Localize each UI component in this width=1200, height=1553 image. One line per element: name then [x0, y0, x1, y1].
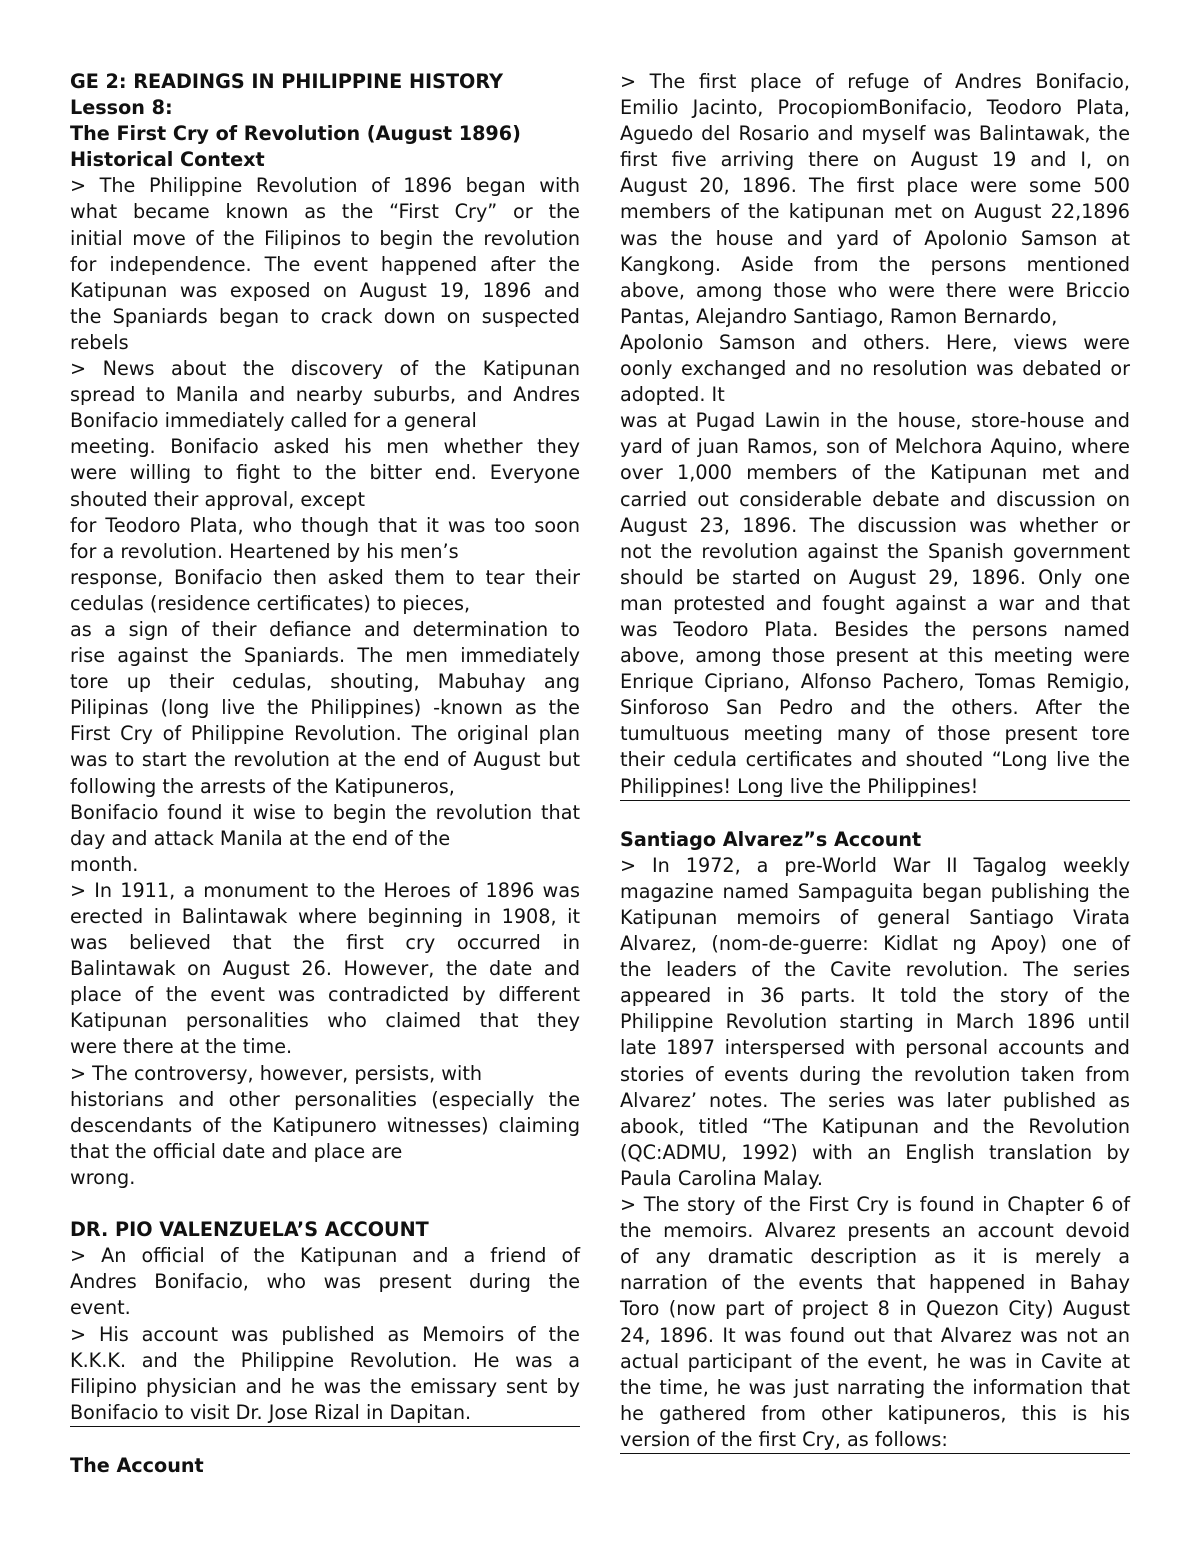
body-text-line: event. — [70, 1296, 131, 1320]
body-text-line: Alvarez, (nom-de-guerre: Kidlat ng Apoy) one of — [620, 932, 1130, 956]
body-text-line: as a sign of their defiance and determination to — [70, 617, 580, 641]
section-heading-valenzuela: DR. PIO VALENZUELA’S ACCOUNT — [70, 1218, 429, 1242]
body-text-line: were there at the time. — [70, 1035, 293, 1059]
body-text-line: rebels — [70, 330, 129, 354]
body-text-line: shouted their approval, except — [70, 487, 365, 511]
spacer — [70, 1191, 580, 1217]
body-text-line: Toro (now part of project 8 in Quezon City) August — [620, 1297, 1130, 1321]
body-text-line: above, among those present at this meeting were — [620, 644, 1130, 668]
lesson-number: Lesson 8: — [70, 96, 173, 120]
body-text-line: following the arrests of the Katipuneros, — [70, 774, 455, 798]
body-text-line: rise against the Spaniards. The men immediately — [70, 644, 580, 668]
body-text-line: Andres Bonifacio, who was present during the — [70, 1270, 580, 1294]
body-text-line: were willing to fight to the bitter end. Everyone — [70, 461, 580, 485]
body-text-line: yard of juan Ramos, son of Melchora Aquino, where — [620, 435, 1130, 459]
body-text-line: August 20, 1896. The first place were some 500 — [620, 174, 1130, 198]
section-heading-historical-context: Historical Context — [70, 148, 265, 172]
body-text-line: he gathered from other katipuneros, this is his — [620, 1401, 1130, 1425]
body-text-line: wrong. — [70, 1165, 136, 1189]
body-text-line: abook, titled “The Katipunan and the Revolution — [620, 1114, 1130, 1138]
body-text-line: > His account was published as Memoirs of the — [70, 1322, 580, 1346]
body-text-line: > An official of the Katipunan and a friend of — [70, 1244, 580, 1268]
body-text-line: not the revolution against the Spanish government — [620, 539, 1130, 563]
valenzuela-account-body — [70, 1243, 580, 1427]
body-text-line: should be started on August 29, 1896. Only one — [620, 565, 1130, 589]
document-header — [70, 69, 580, 173]
body-text-line: > In 1972, a pre-World War II Tagalog weekly — [620, 853, 1130, 877]
body-text-line: the leaders of the Cavite revolution. The series — [620, 958, 1130, 982]
body-text-line: 24, 1896. It was found out that Alvarez was not an — [620, 1323, 1130, 1347]
body-text-line: spread to Manila and nearby suburbs, and Andres — [70, 383, 580, 407]
body-text-line: appeared in 36 parts. It told the story of the — [620, 984, 1130, 1008]
body-text-line: the memoirs. Alvarez presents an account devoid — [620, 1219, 1130, 1243]
body-text-line: oonly exchanged and no resolution was debated or — [620, 357, 1130, 381]
body-text-line: Philippine Revolution starting in March 1896 until — [620, 1010, 1130, 1034]
body-text-line: version of the first Cry, as follows: — [620, 1427, 948, 1451]
body-text-line: for Teodoro Plata, who though that it was too soon — [70, 513, 580, 537]
section-heading-alvarez: Santiago Alvarez”s Account — [620, 827, 922, 851]
body-text-line: meeting. Bonifacio asked his men whether they — [70, 435, 580, 459]
body-text-line: Kangkong. Aside from the persons mentioned — [620, 252, 1130, 276]
body-text-line: > News about the discovery of the Katipunan — [70, 357, 580, 381]
spacer — [620, 801, 1130, 827]
body-text-line: Balintawak on August 26. However, the date and — [70, 957, 580, 981]
body-text-line: descendants of the Katipunero witnesses) claiming — [70, 1113, 580, 1137]
body-text-line: magazine named Sampaguita began publishing the — [620, 879, 1130, 903]
body-text-line: August 23, 1896. The discussion was whether or — [620, 513, 1130, 537]
body-text-line: initial move of the Filipinos to begin the revolution — [70, 226, 580, 250]
course-title: GE 2: READINGS IN PHILIPPINE HISTORY — [70, 70, 503, 93]
body-text-line: adopted. It — [620, 383, 725, 407]
body-text-line: what became known as the “First Cry” or the — [70, 200, 580, 224]
body-text-line: erected in Balintawak where beginning in 1908, it — [70, 905, 580, 928]
body-text-line: Katipunan personalities who claimed that they — [70, 1009, 580, 1033]
body-text-line: Katipunan was exposed on August 19, 1896 and — [70, 278, 580, 302]
body-text-line: for a revolution. Heartened by his men’s — [70, 539, 459, 563]
body-text-line: day and attack Manila at the end of the — [70, 826, 451, 850]
body-text-line: carried out considerable debate and discussion on — [620, 487, 1130, 511]
body-text-line: Bonifacio to visit Dr. Jose Rizal in Dapitan. — [70, 1400, 472, 1424]
body-text-line: > The Philippine Revolution of 1896 began with — [70, 174, 580, 198]
body-text-line: members of the katipunan met on August 22,1896 — [620, 200, 1130, 224]
body-text-line: was the house and yard of Apolonio Samson at — [620, 226, 1130, 250]
body-text-line: Aguedo del Rosario and myself was Balintawak, the — [620, 122, 1130, 146]
body-text-line: was at Pugad Lawin in the house, store-house and — [620, 409, 1130, 433]
alvarez-account-body — [620, 853, 1130, 1454]
section-heading-the-account: The Account — [70, 1453, 204, 1477]
body-text-line: Apolonio Samson and others. Here, views were — [620, 330, 1130, 354]
left-column — [70, 69, 580, 1479]
body-text-line: man protested and fought against a war and that — [620, 591, 1130, 615]
body-text-line: narration of the events that happened in Bahay — [620, 1271, 1130, 1295]
body-text-line: Bonifacio immediately called for a general — [70, 409, 477, 433]
body-text-line: First Cry of Philippine Revolution. The original plan — [70, 722, 580, 746]
body-text-line: response, Bonifacio then asked them to tear their — [70, 565, 580, 589]
body-text-line: > The first place of refuge of Andres Bonifacio, — [620, 70, 1130, 93]
body-text-line: Alvarez’ notes. The series was later published as — [620, 1088, 1130, 1112]
body-text-line: that the official date and place are — [70, 1139, 403, 1163]
body-text-line: > In 1911, a monument to the Heroes of 1896 was — [70, 878, 580, 902]
body-text-line: over 1,000 members of the Katipunan met and — [620, 461, 1130, 485]
body-text-line: late 1897 interspersed with personal accounts and — [620, 1036, 1130, 1060]
body-text-line: Bonifacio found it wise to begin the revolution that — [70, 800, 580, 824]
body-text-line: was to start the revolution at the end of August but — [70, 748, 580, 772]
body-text-line: stories of events during the revolution taken from — [620, 1062, 1130, 1086]
body-text-line: the time, he was just narrating the information that — [620, 1375, 1130, 1399]
body-text-line: Paula Carolina Malay. — [620, 1166, 823, 1190]
body-text-line: of any dramatic description as it is merely a — [620, 1245, 1130, 1269]
right-column — [620, 69, 1130, 1454]
body-text-line: was believed that the first cry occurred in — [70, 931, 580, 955]
body-text-line: Sinforoso San Pedro and the others. After the — [620, 696, 1130, 720]
body-text-line: K.K.K. and the Philippine Revolution. He was a — [70, 1348, 580, 1372]
body-text-line: Katipunan memoirs of general Santiago Virata — [620, 906, 1130, 929]
body-text-line: Philippines! Long live the Philippines! — [620, 774, 979, 798]
body-text-line: month. — [70, 852, 139, 876]
historical-context-body — [70, 173, 580, 1191]
body-text-line: (QC:ADMU, 1992) with an English translation by — [620, 1140, 1130, 1164]
body-text-line: > The controversy, however, persists, with — [70, 1061, 483, 1085]
body-text-line: above, among those who were there were Briccio — [620, 278, 1130, 302]
body-text-line: Enrique Cipriano, Alfonso Pachero, Tomas Remigio, — [620, 670, 1130, 694]
body-text-line: first five arriving there on August 19 and I, on — [620, 148, 1130, 172]
body-text-line: the Spaniards began to crack down on suspected — [70, 304, 580, 328]
body-text-line: Filipino physician and he was the emissary sent by — [70, 1374, 580, 1398]
body-text-line: tumultuous meeting many of those present tore — [620, 722, 1130, 746]
body-text-line: historians and other personalities (especially the — [70, 1087, 580, 1111]
spacer — [70, 1427, 580, 1453]
body-text-line: actual participant of the event, he was in Cavite at — [620, 1349, 1130, 1373]
body-text-line: for independence. The event happened after the — [70, 252, 580, 276]
body-text-line: Pilipinas (long live the Philippines) -known as the — [70, 696, 580, 720]
body-text-line: their cedula certificates and shouted “Long live the — [620, 748, 1130, 772]
body-text-line: Pantas, Alejandro Santiago, Ramon Bernardo, — [620, 304, 1058, 328]
refuge-account-body — [620, 69, 1130, 801]
body-text-line: cedulas (residence certificates) to pieces, — [70, 591, 471, 615]
body-text-line: Emilio Jacinto, ProcopiomBonifacio, Teodoro Plata, — [620, 96, 1130, 120]
body-text-line: tore up their cedulas, shouting, Mabuhay ang — [70, 670, 580, 694]
lesson-title: The First Cry of Revolution (August 1896) — [70, 122, 521, 146]
body-text-line: place of the event was contradicted by different — [70, 983, 580, 1007]
body-text-line: was Teodoro Plata. Besides the persons named — [620, 617, 1130, 641]
body-text-line: > The story of the First Cry is found in Chapter 6 of — [620, 1193, 1130, 1217]
